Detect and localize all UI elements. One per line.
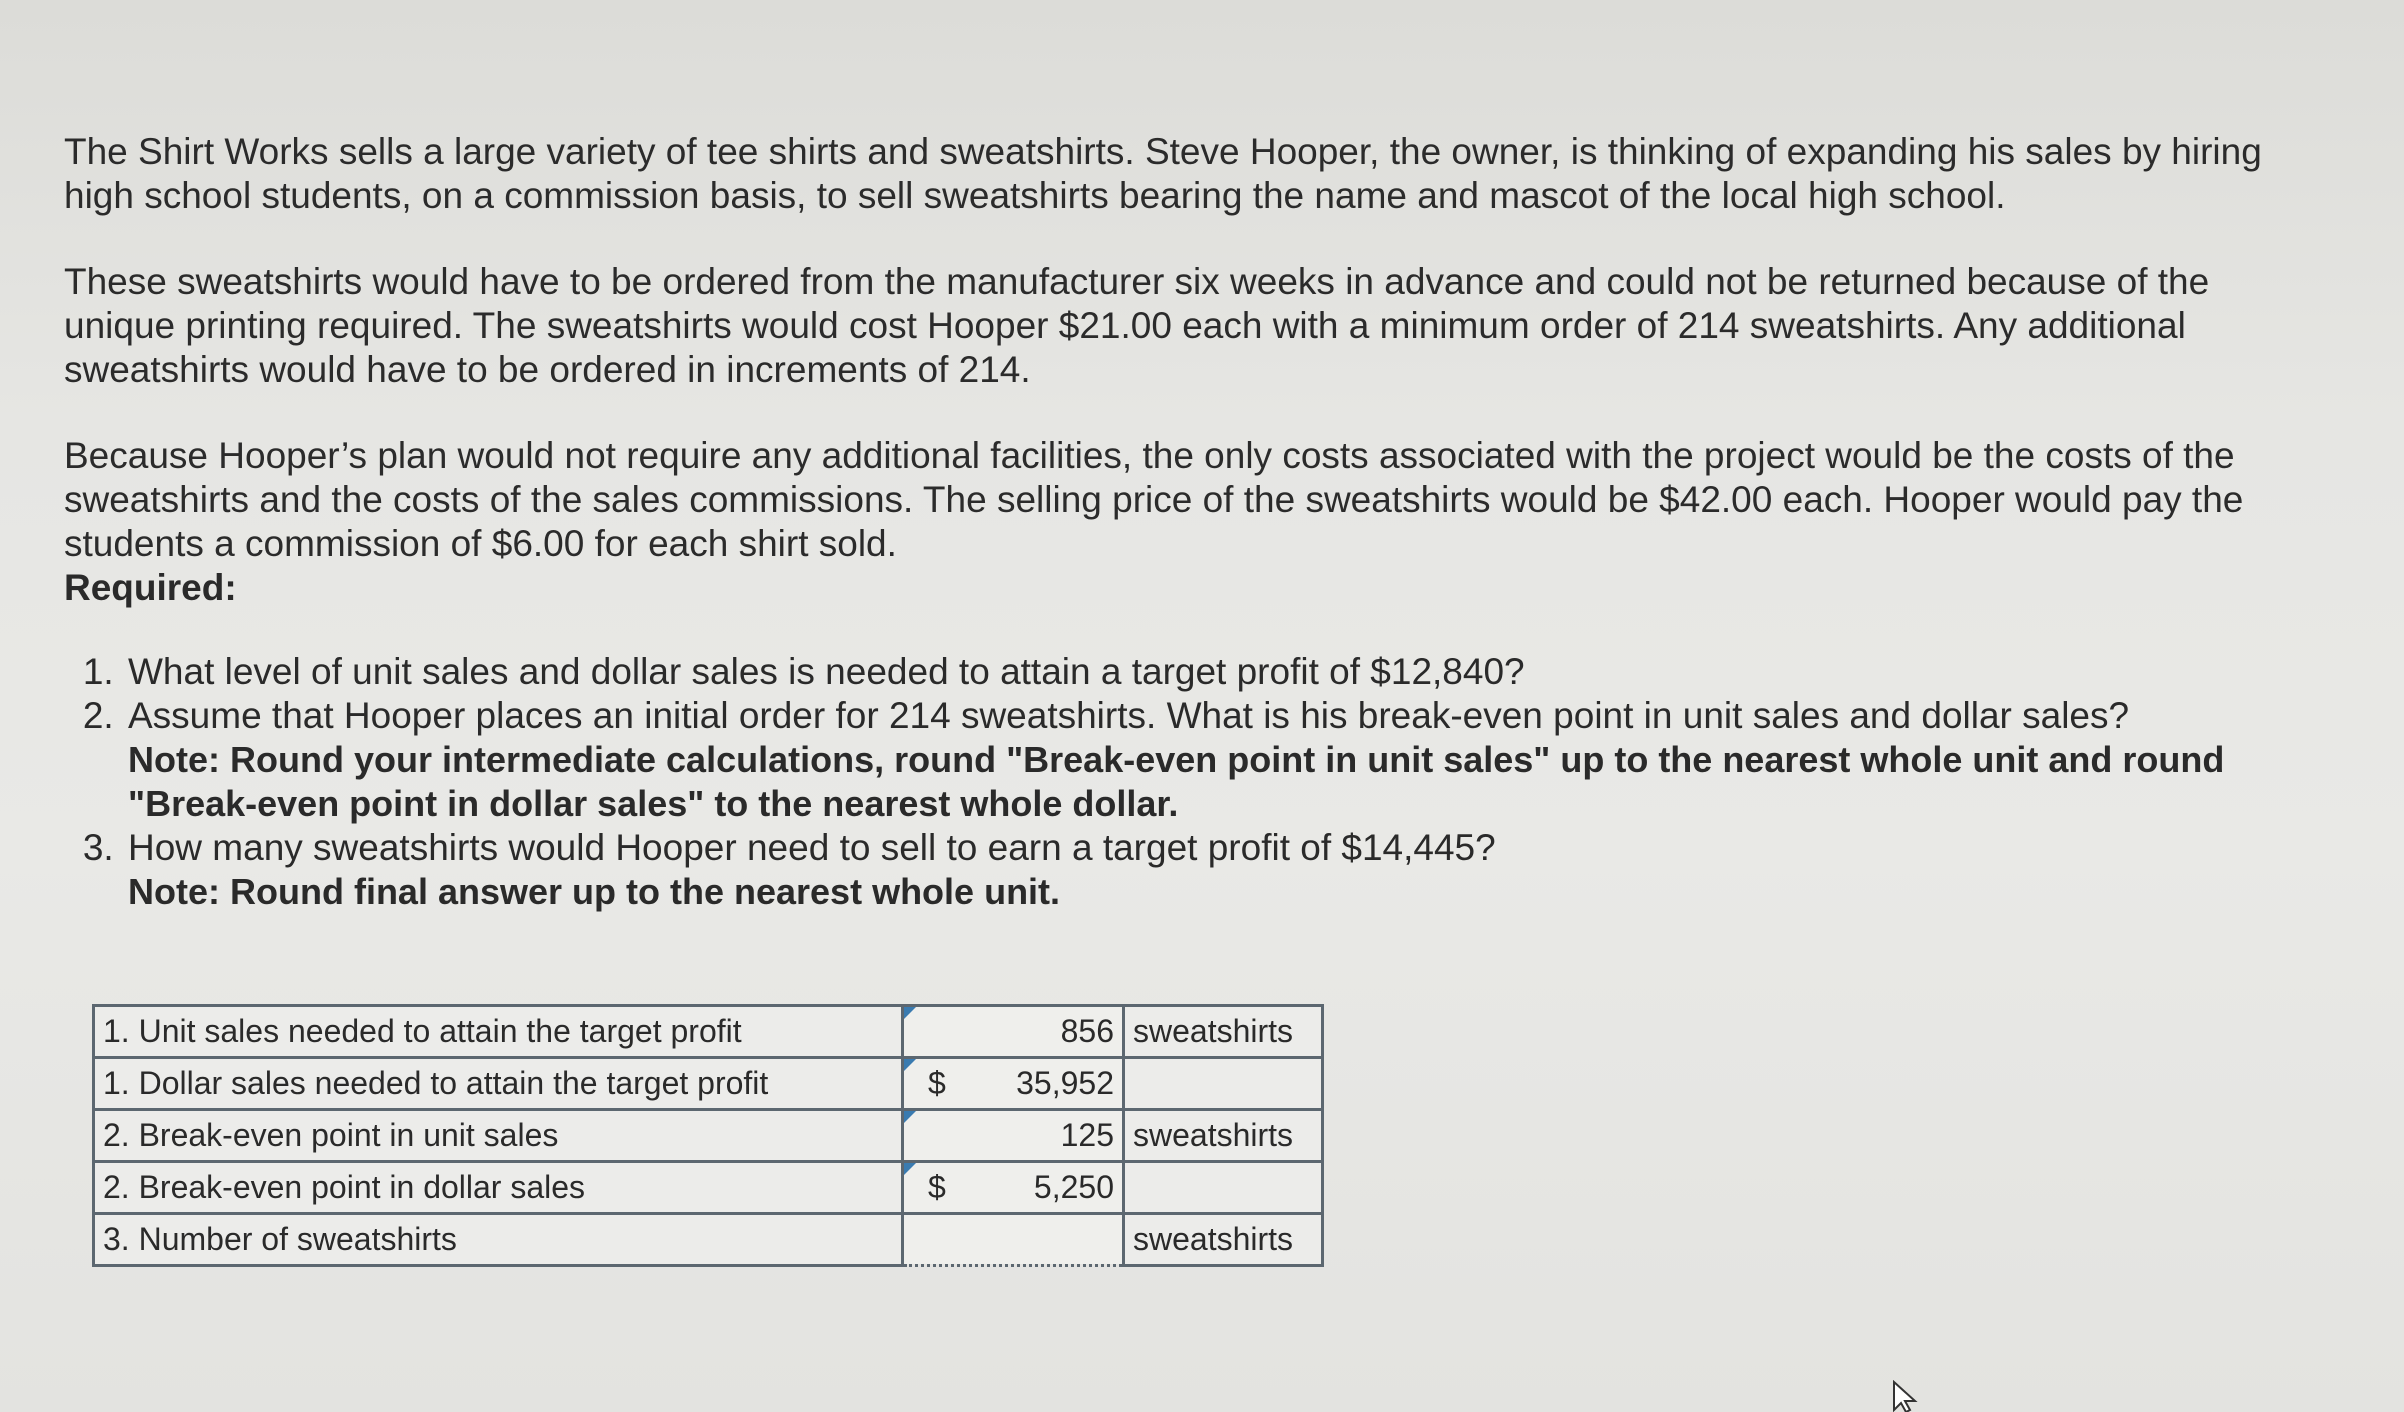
unit-label: sweatshirts (1124, 1110, 1323, 1162)
dollar-sales-target-input[interactable] (903, 1058, 1124, 1110)
input-value: 5,250 (1033, 1169, 1114, 1205)
table-row (94, 1110, 1323, 1162)
currency-prefix: $ (928, 1065, 946, 1101)
question-2 (124, 694, 2324, 826)
paragraph-intro: The Shirt Works sells a large variety of tee shirts and sweatshirts. Steve Hooper, the owner, is thinking of expanding his sales by hiring high school students, on a commission basis, to sell sweatshirts bearing the name and mascot of the local high school. (64, 131, 2262, 216)
break-even-dollars-input[interactable] (903, 1162, 1124, 1214)
question-list (64, 650, 2324, 914)
unit-label (1124, 1058, 1323, 1110)
answer-flag-icon (904, 1163, 916, 1175)
table-row (94, 1058, 1323, 1110)
target-profit-units-input[interactable] (903, 1214, 1124, 1266)
input-value: 856 (1060, 1013, 1114, 1049)
question-2-note: Note: Round your intermediate calculations, round "Break-even point in unit sales" up to the nearest whole unit and round "Break-even point in dollar sales" to the nearest whole dollar. (128, 739, 2225, 824)
row-label: 1. Dollar sales needed to attain the target profit (94, 1058, 903, 1110)
break-even-units-input[interactable] (903, 1110, 1124, 1162)
question-3-note: Note: Round final answer up to the nearest whole unit. (128, 871, 1061, 912)
mouse-pointer-icon (1890, 1380, 1922, 1412)
input-value: 35,952 (1016, 1065, 1114, 1101)
unit-label (1124, 1162, 1323, 1214)
table-row (94, 1214, 1323, 1266)
answer-flag-icon (904, 1111, 916, 1123)
row-label: 3. Number of sweatshirts (94, 1214, 903, 1266)
unit-sales-target-input[interactable] (903, 1006, 1124, 1058)
question-3-text: How many sweatshirts would Hooper need to sell to earn a target profit of $14,445? (128, 827, 1496, 868)
table-row (94, 1162, 1323, 1214)
unit-label: sweatshirts (1124, 1214, 1323, 1266)
question-1 (124, 650, 2324, 694)
problem-text (64, 130, 2324, 914)
question-3 (124, 826, 2324, 914)
question-1-text: What level of unit sales and dollar sales is needed to attain a target profit of $12,840? (128, 651, 1525, 692)
input-value: 125 (1060, 1117, 1114, 1153)
paragraph-ordering: These sweatshirts would have to be ordered from the manufacturer six weeks in advance and could not be returned because of the unique printing required. The sweatshirts would cost Hooper $21.00 each with a minimum order of 214 sweatshirts. Any additional sweatshirts would have to be ordered in increments of 214. (64, 261, 2210, 390)
paragraph-costs: Because Hooper’s plan would not require any additional facilities, the only costs associated with the project would be the costs of the sweatshirts and the costs of the sales commissions. The selling price of the sweatshirts would be $42.00 each. Hooper would pay the students a commission of $6.00 for each shirt sold. (64, 435, 2244, 564)
required-label: Required: (64, 567, 237, 608)
row-label: 1. Unit sales needed to attain the target profit (94, 1006, 903, 1058)
question-2-text: Assume that Hooper places an initial order for 214 sweatshirts. What is his break-even point in unit sales and dollar sales? (128, 695, 2130, 736)
table-row (94, 1006, 1323, 1058)
answer-table (92, 1004, 1324, 1267)
row-label: 2. Break-even point in dollar sales (94, 1162, 903, 1214)
row-label: 2. Break-even point in unit sales (94, 1110, 903, 1162)
answer-flag-icon (904, 1059, 916, 1071)
unit-label: sweatshirts (1124, 1006, 1323, 1058)
answer-flag-icon (904, 1007, 916, 1019)
currency-prefix: $ (928, 1169, 946, 1205)
